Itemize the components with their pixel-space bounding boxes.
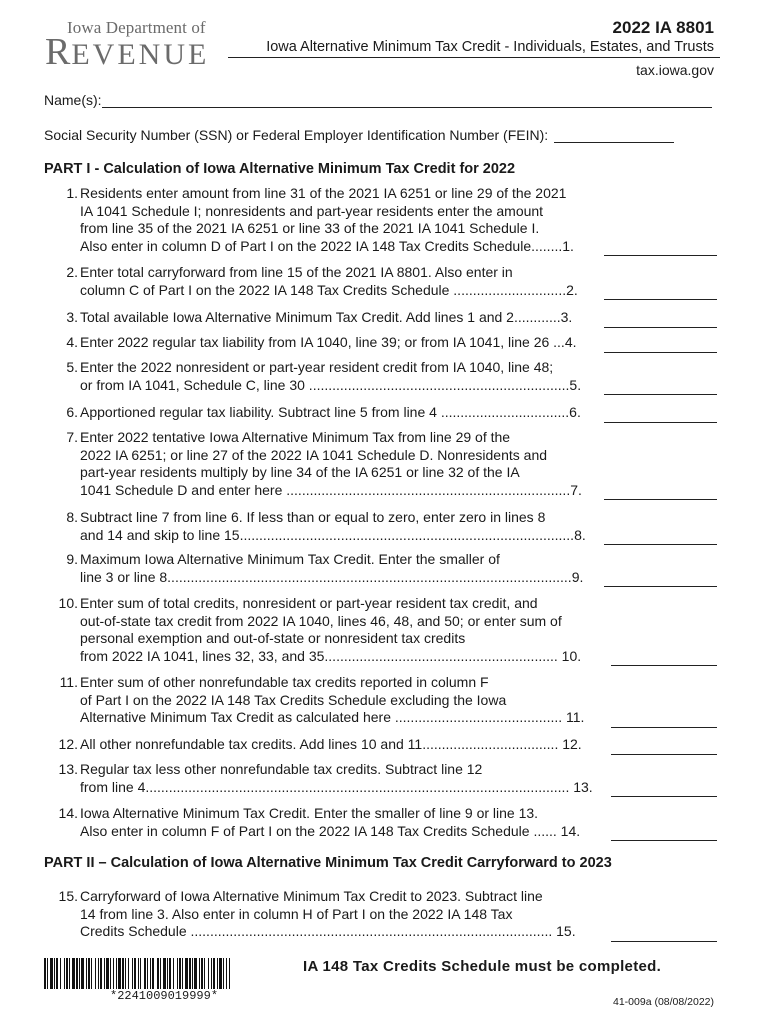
line-number: 7. [66, 429, 78, 445]
barcode-bar [147, 958, 148, 989]
logo-initial: R [45, 31, 72, 73]
line-text-row: Also enter in column F of Part I on the 2022 IA 148 Tax Credits Schedule ...... 14. [80, 822, 581, 839]
barcode-bar [134, 958, 136, 989]
barcode-bar [79, 958, 80, 989]
barcode-bar [152, 958, 154, 989]
barcode-bar [122, 958, 124, 989]
line-number: 3. [66, 309, 78, 325]
line-text [80, 404, 600, 422]
line-text-row: Apportioned regular tax liability. Subtract line 5 from line 4 .................................6. [80, 404, 581, 420]
line-text-row: Enter sum of total credits, nonresident or part-year resident tax credit, and [80, 595, 538, 611]
line-text-row: personal exemption and out-of-state or nonresident tax credits [80, 630, 466, 646]
line-text-row: Residents enter amount from line 31 of the 2021 IA 6251 or line 29 of the 2021 [80, 185, 567, 201]
line-text-row: line 3 or line 8........................................................................................................9. [80, 568, 584, 585]
line-text [80, 805, 600, 840]
line-8-amount-input[interactable] [604, 543, 717, 545]
barcode-number: *2241009019999* [110, 989, 219, 1003]
line-text-row: Enter 2022 regular tax liability from IA 1040, line 39; or from IA 1041, line 26 ...4. [80, 334, 577, 350]
barcode-bar [106, 958, 109, 989]
line-text [80, 264, 600, 299]
line-text-row: 2022 IA 6251; or line 27 of the 2022 IA 1041 Schedule D. Nonresidents and [80, 446, 548, 463]
line-12-amount-input[interactable] [611, 753, 717, 755]
line-1-amount-input[interactable] [604, 254, 717, 256]
line-number: 1. [66, 185, 78, 201]
line-text [80, 761, 600, 796]
line-text-row: Enter the 2022 nonresident or part-year resident credit from IA 1040, line 48; [80, 359, 554, 375]
line-text-row: from 2022 IA 1041, lines 32, 33, and 35............................................................ 10. [80, 647, 582, 664]
line-text-row: Credits Schedule ............................................................................................. 15. [80, 923, 576, 939]
line-text-row: IA 1041 Schedule I; nonresidents and part-year residents enter the amount [80, 202, 544, 219]
barcode-bar [157, 958, 159, 989]
barcode-bar [64, 958, 65, 989]
line-number: 13. [58, 761, 78, 777]
line-text-row: Enter 2022 tentative Iowa Alternative Minimum Tax from line 29 of the [80, 429, 511, 445]
line-text-row: column C of Part I on the 2022 IA 148 Tax Credits Schedule .............................2. [80, 281, 578, 298]
barcode-bar [76, 958, 78, 989]
barcode-bar [201, 958, 203, 989]
barcode-bar [163, 958, 166, 989]
barcode-bar [95, 958, 96, 989]
logo-rest: EVENUE [71, 38, 210, 71]
line-text [80, 509, 600, 544]
line-2-amount-input[interactable] [604, 298, 717, 300]
line-14-amount-input[interactable] [611, 839, 717, 841]
barcode-bar [150, 958, 151, 989]
line-text-row: Carryforward of Iowa Alternative Minimum Tax Credit to 2023. Subtract line [80, 888, 543, 904]
barcode-bar [113, 958, 114, 989]
ssn-row [44, 127, 674, 143]
line-text [80, 309, 600, 327]
line-9-amount-input[interactable] [604, 585, 717, 587]
line-text [80, 334, 600, 352]
barcode-bar [211, 958, 212, 989]
barcode-bar [144, 958, 146, 989]
line-number: 5. [66, 359, 78, 375]
barcode-bar [86, 958, 87, 989]
barcode-bar [69, 958, 70, 989]
line-text-row: All other nonrefundable tax credits. Add lines 10 and 11................................... 12. [80, 736, 582, 752]
barcode-bar [116, 958, 117, 989]
barcode-bar [132, 958, 133, 989]
barcode-bar [177, 958, 178, 989]
barcode-bar [219, 958, 222, 989]
barcode-bar [98, 958, 99, 989]
line-text [80, 888, 600, 941]
logo-department-text: Iowa Department of [67, 18, 206, 37]
line-text-row: 14 from line 3. Also enter in column H of Part I on the 2022 IA 148 Tax [80, 905, 513, 922]
must-complete-notice: IA 148 Tax Credits Schedule must be completed. [303, 958, 662, 975]
line-11-amount-input[interactable] [611, 726, 717, 728]
form-id: 2022 IA 8801 [612, 18, 714, 37]
line-text-row: from line 4............................................................................................................. 13. [80, 778, 593, 795]
ssn-label: Social Security Number (SSN) or Federal Employer Identification Number (FEIN): [44, 127, 549, 143]
barcode-bar [204, 958, 205, 989]
barcode-bar [110, 958, 111, 989]
barcode-bar [169, 958, 171, 989]
part1-title: PART I - Calculation of Iowa Alternative Minimum Tax Credit for 2022 [44, 161, 516, 177]
line-3-amount-input[interactable] [604, 326, 717, 328]
line-10-amount-input[interactable] [611, 664, 717, 666]
name-row [44, 92, 712, 108]
line-5-amount-input[interactable] [604, 393, 717, 395]
line-text-row: Enter sum of other nonrefundable tax credits reported in column F [80, 674, 489, 690]
line-number: 12. [58, 736, 78, 752]
barcode-bar [50, 958, 53, 989]
line-text [80, 185, 600, 255]
barcode-bar [81, 958, 84, 989]
barcode-bar [199, 958, 200, 989]
barcode-bar [140, 958, 141, 989]
barcode-bar [192, 958, 193, 989]
barcode-bar [217, 958, 218, 989]
name-input[interactable] [102, 93, 712, 108]
line-6-amount-input[interactable] [604, 421, 717, 423]
line-text-row: or from IA 1041, Schedule C, line 30 ...................................................................5. [80, 376, 582, 393]
line-13-amount-input[interactable] [611, 795, 717, 797]
barcode-bar [194, 958, 197, 989]
line-text [80, 736, 600, 754]
line-number: 14. [58, 805, 78, 821]
ssn-input[interactable] [554, 128, 674, 143]
barcode-bar [182, 958, 183, 989]
line-15-amount-input[interactable] [611, 940, 717, 942]
line-number: 4. [66, 334, 78, 350]
line-text-row: part-year residents multiply by line 34 of the IA 6251 or line 32 of the IA [80, 464, 520, 480]
line-text-row: from line 35 of the 2021 IA 6251 or line 33 of the 2021 IA 1041 Schedule I. [80, 220, 540, 236]
barcode-bar [91, 958, 92, 989]
line-number: 8. [66, 509, 78, 525]
barcode-bar [160, 958, 161, 989]
barcode-bar [104, 958, 105, 989]
barcode-bar [223, 958, 224, 989]
barcode-bar [138, 958, 139, 989]
barcode-bar [173, 958, 174, 989]
barcode-bar [100, 958, 102, 989]
line-number: 2. [66, 264, 78, 280]
revision-code: 41-009a (08/08/2022) [613, 996, 714, 1008]
barcode-bar [44, 958, 46, 989]
barcode-bar [118, 958, 121, 989]
barcode-bar [88, 958, 90, 989]
line-number: 11. [59, 674, 78, 690]
line-text [80, 429, 600, 499]
line-text-row: Regular tax less other nonrefundable tax credits. Subtract line 12 [80, 761, 483, 777]
line-text-row: Subtract line 7 from line 6. If less than or equal to zero, enter zero in lines 8 [80, 509, 546, 525]
line-text-row: out-of-state tax credit from 2022 IA 1040, lines 46, 48, and 50; or enter sum of [80, 612, 562, 629]
line-number: 15. [58, 888, 78, 904]
name-label: Name(s): [44, 92, 102, 108]
logo-revenue-text [45, 33, 209, 71]
line-number: 10. [58, 595, 78, 611]
barcode [44, 958, 231, 989]
line-text-row: Alternative Minimum Tax Credit as calculated here ........................................... 11. [80, 709, 585, 725]
line-text-row: of Part I on the 2022 IA 148 Tax Credits Schedule excluding the Iowa [80, 691, 507, 708]
website: tax.iowa.gov [636, 62, 714, 78]
line-7-amount-input[interactable] [604, 498, 717, 500]
line-text-row: and 14 and skip to line 15......................................................................................8. [80, 526, 586, 543]
header-divider [228, 57, 720, 58]
barcode-bar [60, 958, 61, 989]
barcode-bar [208, 958, 209, 989]
part2-title: PART II – Calculation of Iowa Alternative Minimum Tax Credit Carryforward to 2023 [44, 855, 612, 871]
line-text [80, 359, 600, 394]
barcode-bar [213, 958, 215, 989]
line-text-row: Also enter in column D of Part I on the 2022 IA 148 Tax Credits Schedule........1. [80, 237, 574, 254]
barcode-bar [125, 958, 126, 989]
line-text-row: Total available Iowa Alternative Minimum Tax Credit. Add lines 1 and 2............3. [80, 309, 573, 325]
line-text-row: 1041 Schedule D and enter here .........................................................................7. [80, 481, 582, 498]
line-text-row: Iowa Alternative Minimum Tax Credit. Enter the smaller of line 9 or line 13. [80, 805, 539, 821]
line-text-row: Maximum Iowa Alternative Minimum Tax Credit. Enter the smaller of [80, 551, 500, 567]
barcode-bar [128, 958, 129, 989]
form-title: Iowa Alternative Minimum Tax Credit - Individuals, Estates, and Trusts [266, 39, 714, 55]
line-4-amount-input[interactable] [604, 351, 717, 353]
barcode-bar [167, 958, 168, 989]
barcode-bar [66, 958, 68, 989]
barcode-bar [56, 958, 58, 989]
barcode-bar [72, 958, 75, 989]
barcode-bar [179, 958, 181, 989]
line-text-row: Enter total carryforward from line 15 of the 2021 IA 8801. Also enter in [80, 264, 513, 280]
line-number: 6. [66, 404, 78, 420]
barcode-bar [189, 958, 191, 989]
line-text [80, 595, 600, 665]
barcode-bar [47, 958, 48, 989]
barcode-bar [185, 958, 188, 989]
barcode-bar [54, 958, 55, 989]
line-text [80, 674, 600, 727]
barcode-bar [229, 958, 230, 989]
line-number: 9. [66, 551, 78, 567]
barcode-bar [226, 958, 227, 989]
line-text [80, 551, 600, 586]
